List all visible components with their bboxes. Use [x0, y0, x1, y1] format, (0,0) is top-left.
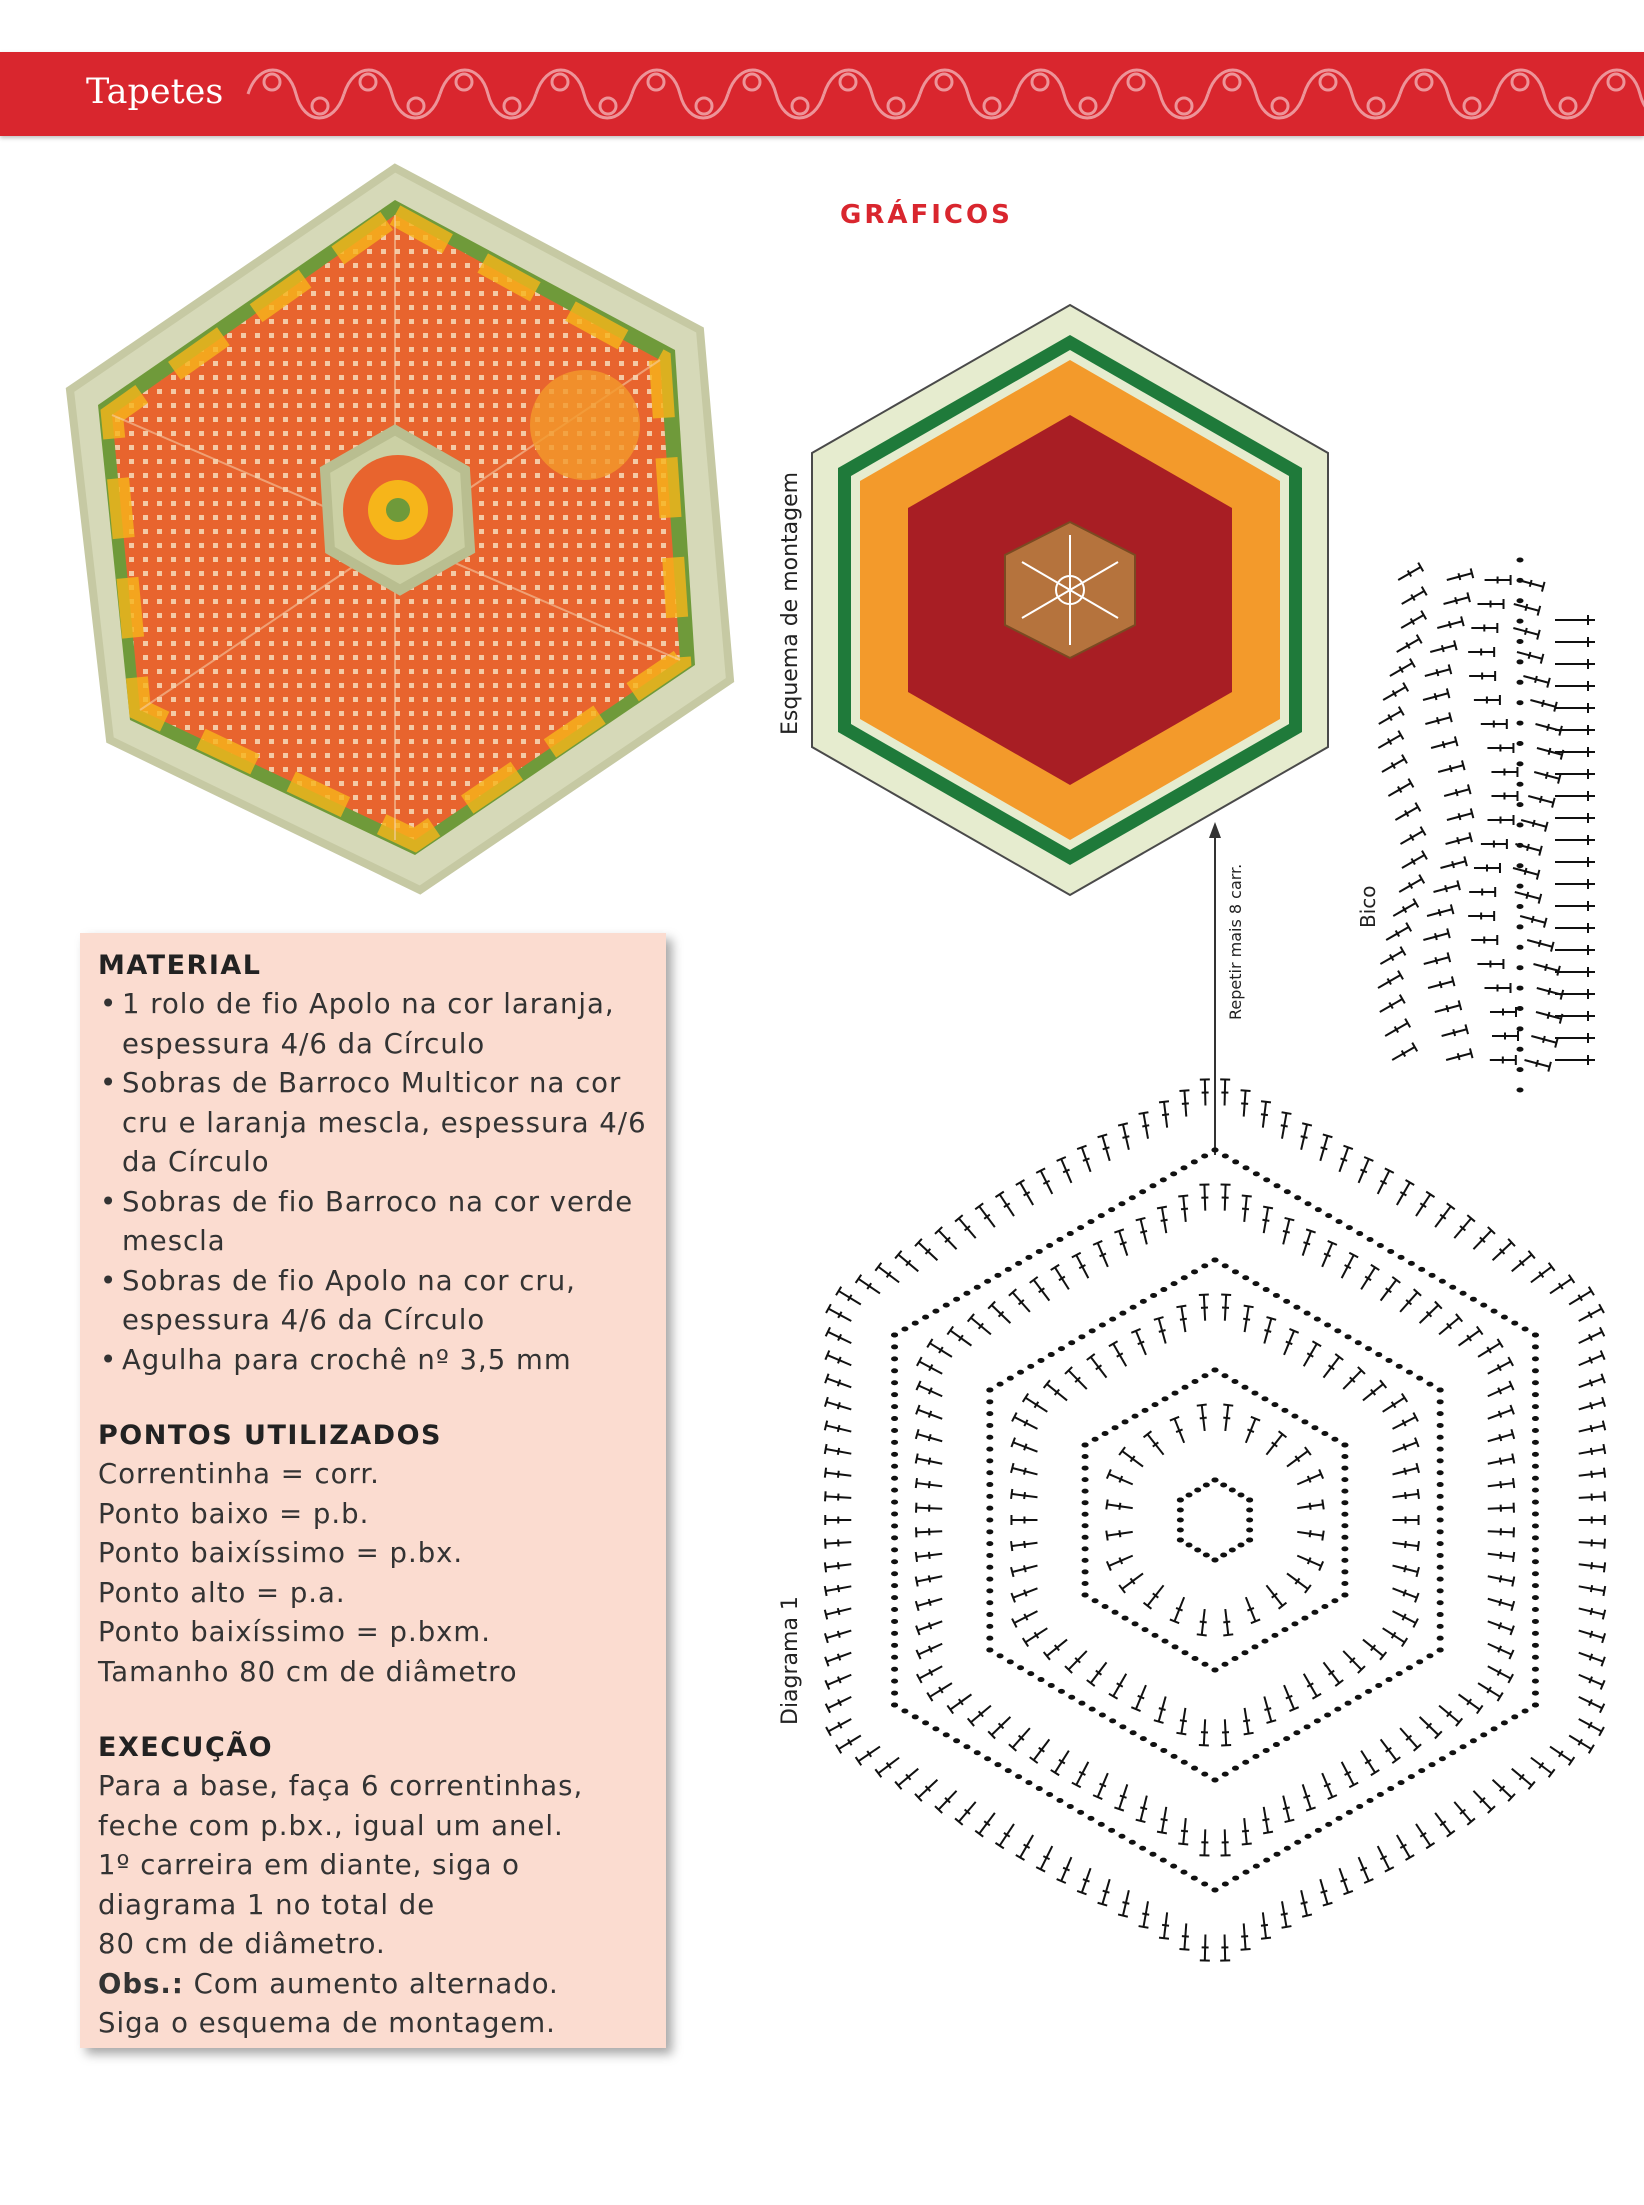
- ponto-line: Ponto baixo = p.b.: [98, 1497, 370, 1530]
- material-item: • Agulha para crochê nº 3,5 mm: [98, 1341, 658, 1381]
- diagrama-1-label: Diagrama 1: [778, 1596, 803, 1725]
- ornament-pattern: [228, 52, 1644, 136]
- execucao-line: 1º carreira em diante, siga o: [98, 1849, 521, 1881]
- obs-text: Com aumento alternado.: [183, 1967, 559, 2000]
- material-title: MATERIAL: [98, 950, 262, 981]
- section-title: Tapetes: [86, 72, 224, 112]
- ponto-line: Ponto baixíssimo = p.bxm.: [98, 1616, 491, 1648]
- bico-label: Bico: [1356, 885, 1380, 928]
- material-item: • Sobras de fio Barroco na cor verde mescla: [98, 1183, 658, 1262]
- execucao-title: EXECUÇÃO: [98, 1732, 274, 1763]
- obs-line: [98, 1965, 658, 2005]
- tamanho-line: Tamanho 80 cm de diâmetro: [98, 1655, 518, 1688]
- material-item: • Sobras de Barroco Multicor na cor cru e laranja mescla, espessura 4/6 da Círculo: [98, 1064, 658, 1183]
- ponto-line: Ponto alto = p.a.: [98, 1576, 346, 1609]
- execucao-last-line: Siga o esquema de montagem.: [98, 2007, 556, 2039]
- section-header-bar: [0, 52, 1644, 136]
- bico-diagram: [1360, 550, 1610, 1100]
- diagrama-1-chart: [805, 1060, 1625, 1980]
- material-list: [98, 985, 658, 1380]
- rug-photo: [40, 160, 760, 900]
- graficos-heading: GRÁFICOS: [840, 200, 1013, 230]
- execucao-line: diagrama 1 no total de: [98, 1888, 436, 1921]
- ponto-line: Ponto baixíssimo = p.bx.: [98, 1537, 464, 1569]
- pontos-title: PONTOS UTILIZADOS: [98, 1420, 442, 1451]
- execucao-line: feche com p.bx., igual um anel.: [98, 1809, 564, 1842]
- execucao-line: 80 cm de diâmetro.: [98, 1928, 386, 1960]
- material-item: • 1 rolo de fio Apolo na cor laranja, espessura 4/6 da Círculo: [98, 985, 658, 1064]
- repetir-label: Repetir mais 8 carr.: [1226, 863, 1245, 1020]
- esquema-de-montagem-diagram: [805, 300, 1335, 900]
- material-item: • Sobras de fio Apolo na cor cru, espessura 4/6 da Círculo: [98, 1262, 658, 1341]
- obs-label: Obs.:: [98, 1967, 184, 2000]
- esquema-montagem-label: Esquema de montagem: [778, 471, 803, 735]
- ponto-line: Correntinha = corr.: [98, 1458, 380, 1490]
- instructions-card: [80, 933, 666, 2048]
- execucao-line: Para a base, faça 6 correntinhas,: [98, 1770, 584, 1802]
